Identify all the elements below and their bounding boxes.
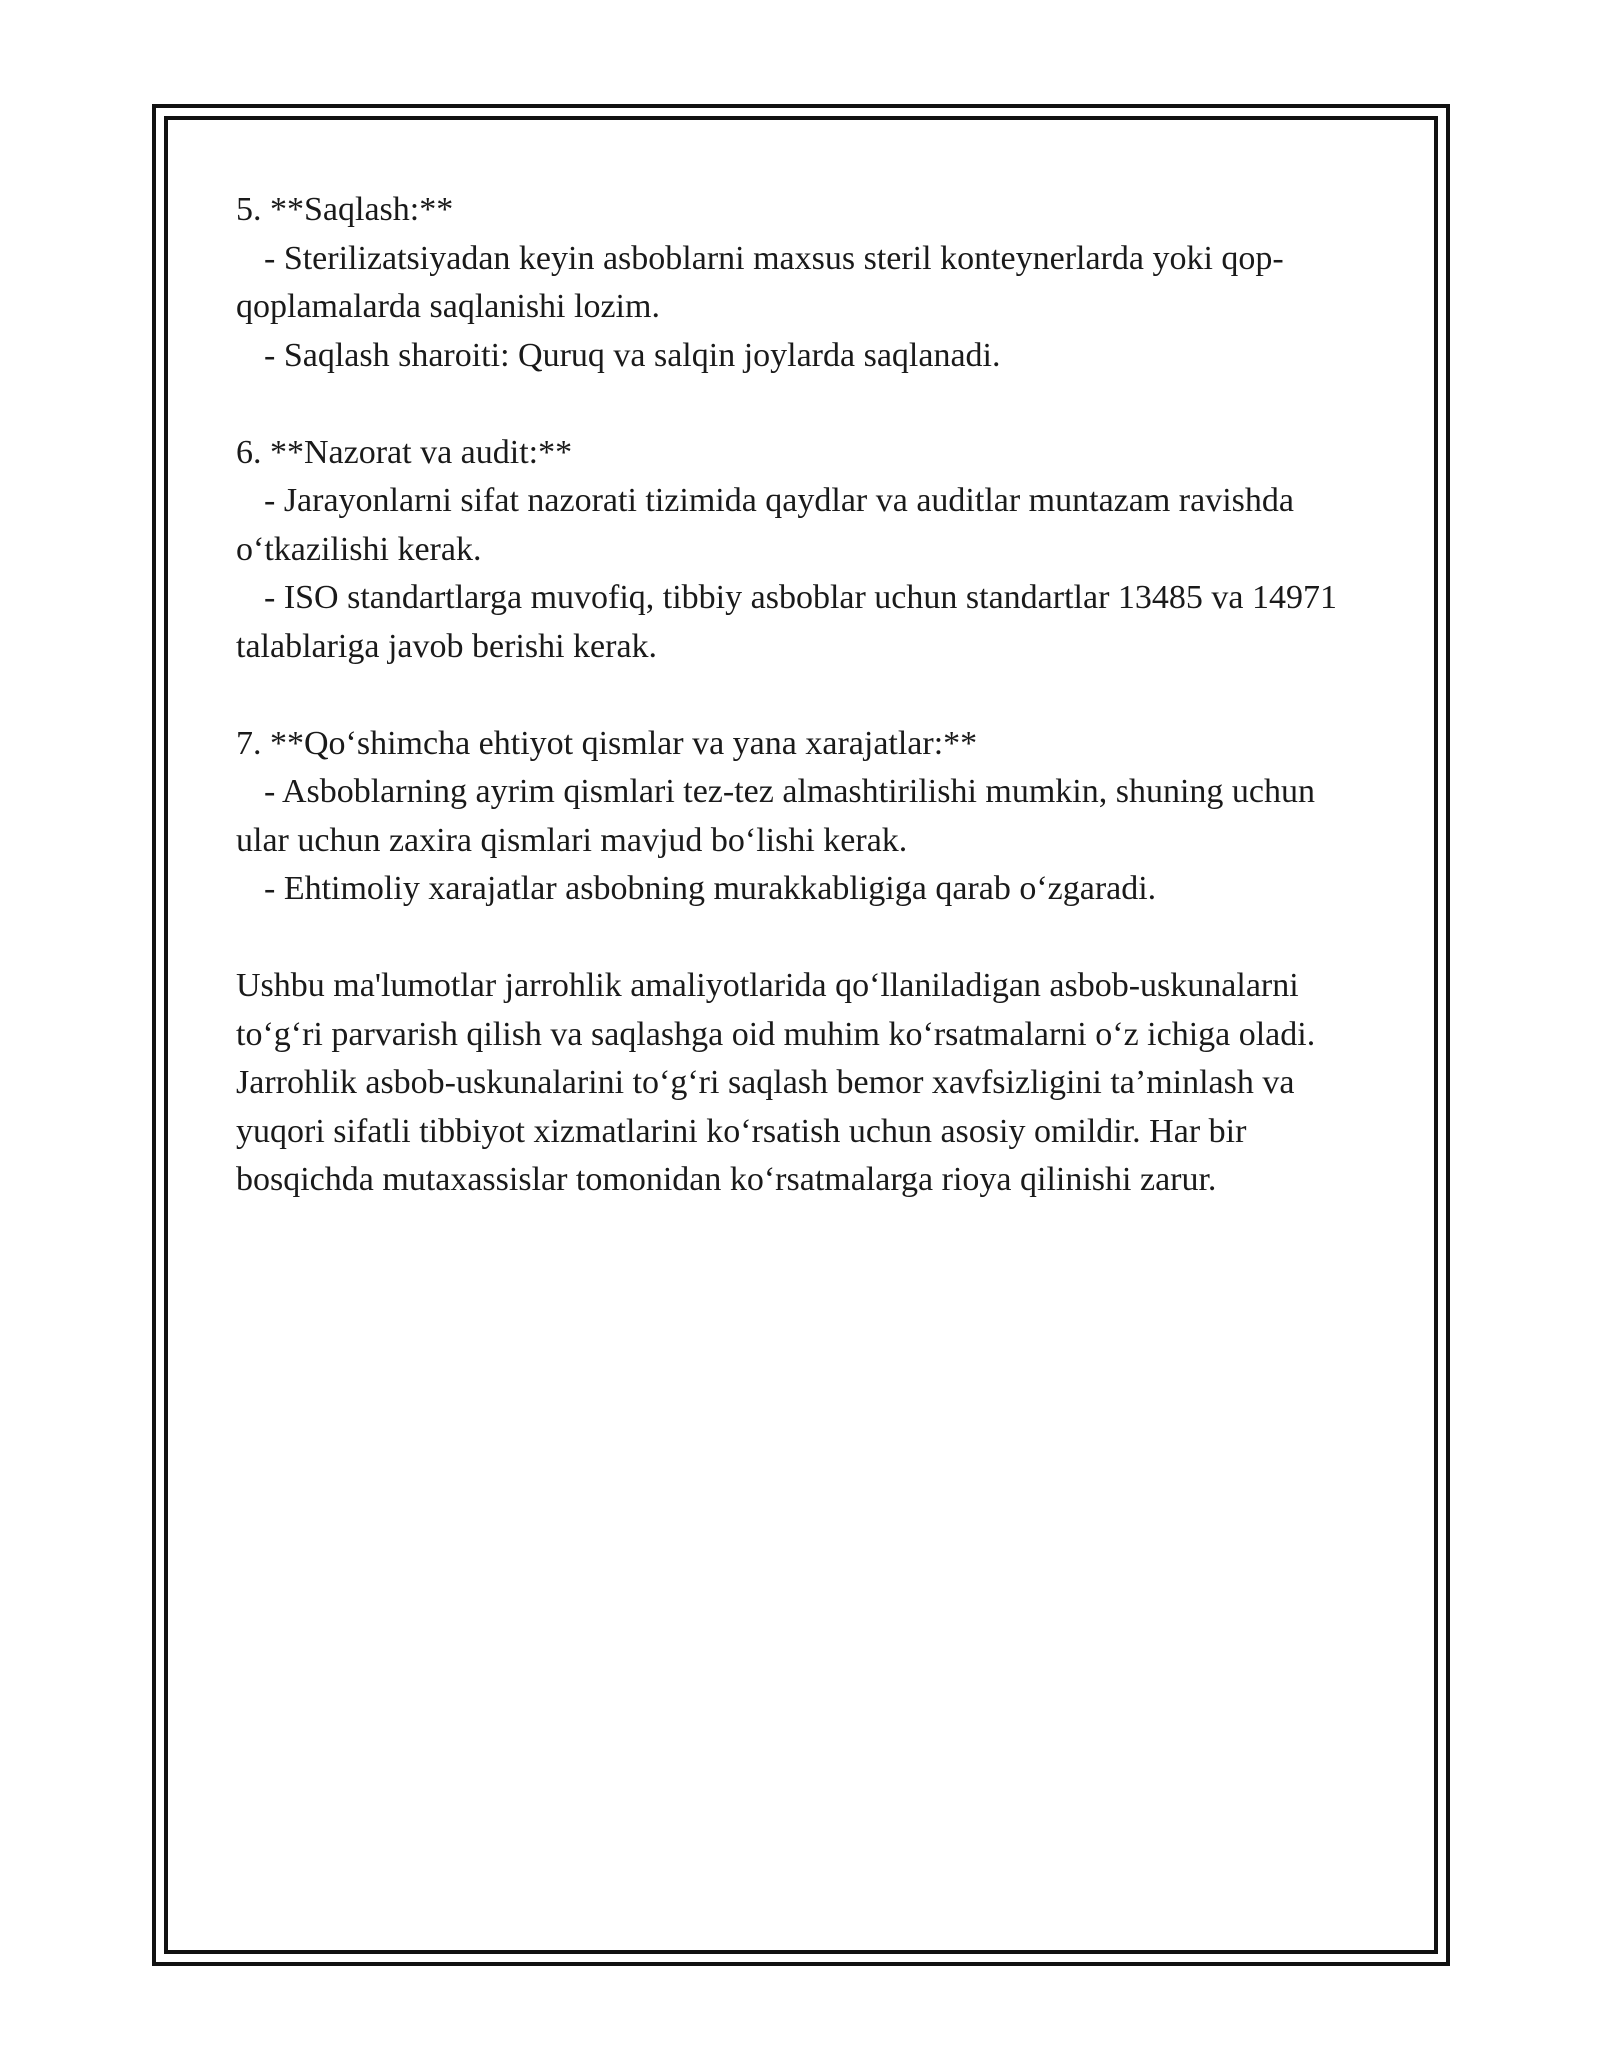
section-ehtiyot-qismlar [236, 720, 1366, 914]
closing-paragraph: Ushbu ma'lumotlar jarrohlik amaliyotlarida qo‘llaniladigan asbob-uskunalarni to‘g‘ri parvarish qilish va saqlashga oid muhim ko‘rsatmalarni o‘z ichiga oladi. Jarrohlik asbob-uskunalarini to‘g‘ri saqlash bemor xavfsizligini ta’minlash va yuqori sifatli tibbiyot xizmatlarini ko‘rsatish uchun asosiy omildir. Har bir bosqichda mutaxassislar tomonidan ko‘rsatmalarga rioya qilinishi zarur. [236, 967, 1316, 1198]
document-body [236, 186, 1366, 1205]
section-bullet: - Jarayonlarni sifat nazorati tizimida qaydlar va auditlar muntazam ravishda o‘tkazilishi kerak. [236, 482, 1294, 568]
section-nazorat-va-audit [236, 429, 1366, 672]
section-bullet: - Sterilizatsiyadan keyin asboblarni maxsus steril konteynerlarda yoki qop-qoplamalarda saqlanishi lozim. [236, 239, 1284, 325]
section-bullet: - Ehtimoliy xarajatlar asbobning murakkabligiga qarab o‘zgaradi. [264, 870, 1157, 907]
section-title: 6. **Nazorat va audit:** [236, 433, 573, 471]
section-bullet: - ISO standartlarga muvofiq, tibbiy asboblar uchun standartlar 13485 va 14971 talablariga javob berishi kerak. [236, 579, 1337, 665]
section-bullet: - Saqlash sharoiti: Quruq va salqin joylarda saqlanadi. [264, 336, 1001, 374]
section-title: 7. **Qo‘shimcha ehtiyot qismlar va yana xarajatlar:** [236, 724, 978, 762]
section-bullet: - Asboblarning ayrim qismlari tez-tez almashtirilishi mumkin, shuning uchun ular uchun zaxira qismlari mavjud bo‘lishi kerak. [236, 773, 1315, 859]
section-title: 5. **Saqlash:** [236, 191, 454, 228]
section-saqlash [236, 186, 1366, 380]
